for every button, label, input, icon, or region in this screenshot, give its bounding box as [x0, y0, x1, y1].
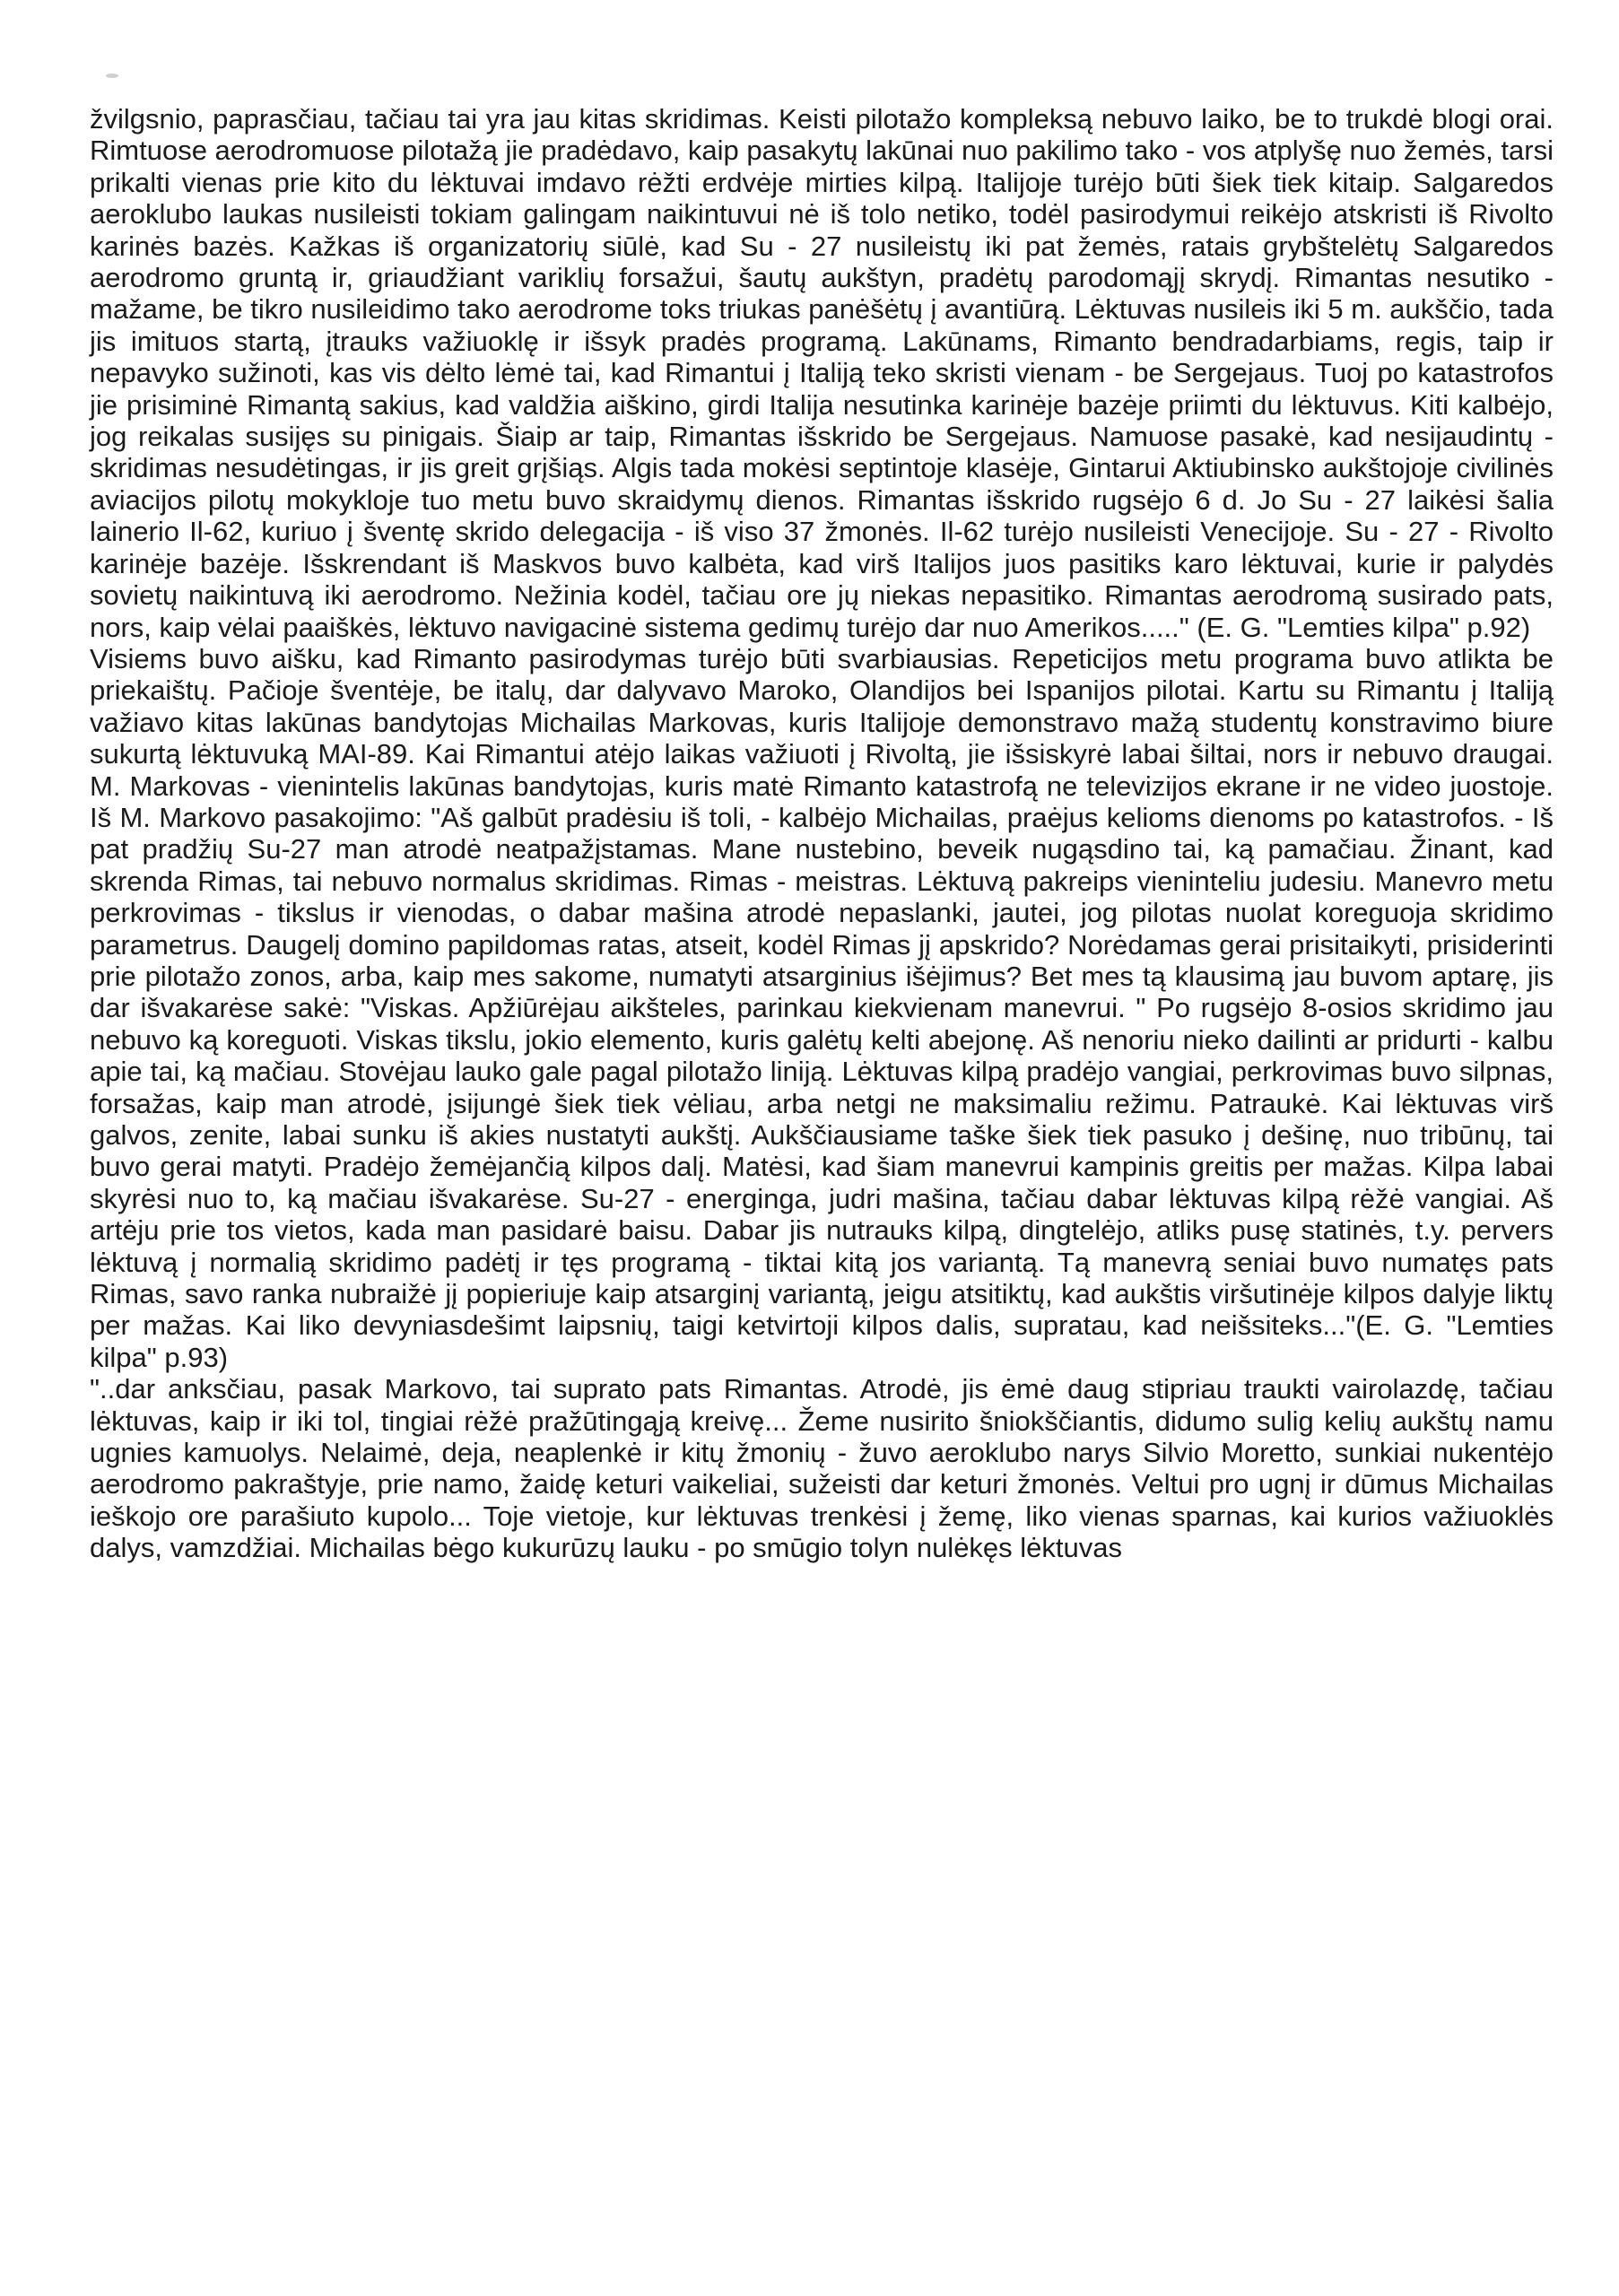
paragraph-1: žvilgsnio, paprasčiau, tačiau tai yra jau kitas skridimas. Keisti pilotažo kompleksą nebuvo laiko, be to trukdė blogi orai. Rimtuose aerodromuose pilotažą jie pradėdavo, kaip pasakytų lakūnai nuo pakilimo tako - vos atplyšę nuo žemės, tarsi prikalti vienas prie kito du lėktuvai imdavo rėžti erdvėje mirties kilpą. Italijoje turėjo būti šiek tiek kitaip. Salgaredos aeroklubo laukas nusileisti tokiam galingam naikintuvui nė iš tolo netiko, todėl pasirodymui reikėjo atskristi iš Rivolto karinės bazės. Kažkas iš organizatorių siūlė, kad Su - 27 nusileistų iki pat žemės, ratais grybštelėtų Salgaredos aerodromo gruntą ir, griaudžiant variklių forsažui, šautų aukštyn, pradėtų parodomąjį skrydį. Rimantas nesutiko - mažame, be tikro nusileidimo tako aerodrome toks triukas panėšėtų į avantiūrą. Lėktuvas nusileis iki 5 m. aukščio, tada jis imituos startą, įtrauks važiuoklę ir išsyk pradės programą. Lakūnams, Rimanto bendradarbiams, regis, taip ir nepavyko sužinoti, kas vis dėlto lėmė tai, kad Rimantui į Italiją teko skristi vienam - be Sergejaus. Tuoj po katastrofos jie prisiminė Rimantą sakius, kad valdžia aiškino, girdi Italija nesutinka karinėje bazėje priimti du lėktuvus. Kiti kalbėjo, jog reikalas susijęs su pinigais. Šiaip ar taip, Rimantas išskrido be Sergejaus. Namuose pasakė, kad nesijaudintų - skridimas nesudėtingas, ir jis greit grįšiąs. Algis tada mokėsi septintoje klasėje, Gintarui Aktiubinsko aukštojoje civilinės aviacijos pilotų mokykloje tuo metu buvo skraidymų dienos. Rimantas išskrido rugsėjo 6 d. Jo Su - 27 laikėsi šalia lainerio Il-62, kuriuo į šventę skrido delegacija - iš viso 37 žmonės. Il-62 turėjo nusileisti Venecijoje. Su - 27 - Rivolto karinėje bazėje. Išskrendant iš Maskvos buvo kalbėta, kad virš Italijos juos pasitiks karo lėktuvai, kurie ir palydės sovietų naikintuvą iki aerodromo. Nežinia kodėl, tačiau ore jų niekas nepasitiko. Rimantas aerodromą susirado pats, nors, kaip vėlai paaiškės, lėktuvo navigacinė sistema gedimų turėjo dar nuo Amerikos....." (E. G. "Lemties kilpa" p.92): [90, 103, 1554, 643]
paragraph-2: Visiems buvo aišku, kad Rimanto pasirodymas turėjo būti svarbiausias. Repeticijos metu programa buvo atlikta be priekaištų. Pačioje šventėje, be italų, dar dalyvavo Maroko, Olandijos bei Ispanijos pilotai. Kartu su Rimantu į Italiją važiavo kitas lakūnas bandytojas Michailas Markovas, kuris Italijoje demonstravo mažą studentų konstravimo biure sukurtą lėktuvuką MAI-89. Kai Rimantui atėjo laikas važiuoti į Rivoltą, jie išsiskyrė labai šiltai, nors ir nebuvo draugai. M. Markovas - vienintelis lakūnas bandytojas, kuris matė Rimanto katastrofą ne televizijos ekrane ir ne video juostoje. Iš M. Markovo pasakojimo: "Aš galbūt pradėsiu iš toli, - kalbėjo Michailas, praėjus kelioms dienoms po katastrofos. - Iš pat pradžių Su-27 man atrodė neatpažįstamas. Mane nustebino, beveik nugąsdino tai, ką pamačiau. Žinant, kad skrenda Rimas, tai nebuvo normalus skridimas. Rimas - meistras. Lėktuvą pakreips vieninteliu judesiu. Manevro metu perkrovimas - tikslus ir vienodas, o dabar mašina atrodė nepaslanki, jautei, jog pilotas nuolat koreguoja skridimo parametrus. Daugelį domino papildomas ratas, atseit, kodėl Rimas jį apskrido? Norėdamas gerai prisitaikyti, prisiderinti prie pilotažo zonos, arba, kaip mes sakome, numatyti atsarginius išėjimus? Bet mes tą klausimą jau buvom aptarę, jis dar išvakarėse sakė: "Viskas. Apžiūrėjau aikšteles, parinkau kiekvienam manevrui. " Po rugsėjo 8-osios skridimo jau nebuvo ką koreguoti. Viskas tikslu, jokio elemento, kuris galėtų kelti abejonę. Aš nenoriu nieko dailinti ar pridurti - kalbu apie tai, ką mačiau. Stovėjau lauko gale pagal pilotažo liniją. Lėktuvas kilpą pradėjo vangiai, perkrovimas buvo silpnas, forsažas, kaip man atrodė, įsijungė šiek tiek vėliau, arba netgi ne maksimaliu režimu. Patraukė. Kai lėktuvas virš galvos, zenite, labai sunku iš akies nustatyti aukštį. Aukščiausiame taške šiek tiek pasuko į dešinę, nuo tribūnų, tai buvo gerai matyti. Pradėjo žemėjančią kilpos dalį. Matėsi, kad šiam manevrui kampinis greitis per mažas. Kilpa labai skyrėsi nuo to, ką mačiau išvakarėse. Su-27 - energinga, judri mašina, tačiau dabar lėktuvas kilpą rėžė vangiai. Aš artėju prie tos vietos, kada man pasidarė baisu. Dabar jis nutrauks kilpą, dingtelėjo, atliks pusę statinės, t.y. pervers lėktuvą į normalią skridimo padėtį ir tęs programą - tiktai kitą jos variantą. Tą manevrą seniai buvo numatęs pats Rimas, savo ranka nubraižė jį popieriuje kaip atsarginį variantą, jeigu atsitiktų, kad aukštis viršutinėje kilpos dalyje liktų per mažas. Kai liko devyniasdešimt laipsnių, taigi ketvirtoji kilpos dalis, supratau, kad neišsiteks..."(E. G. "Lemties kilpa" p.93): [90, 642, 1554, 1373]
paragraph-3: "..dar anksčiau, pasak Markovo, tai suprato pats Rimantas. Atrodė, jis ėmė daug stipriau traukti vairolazdę, tačiau lėktuvas, kaip ir iki tol, tingiai rėžė pražūtingąją kreivę... Žeme nusirito šniokščiantis, didumo sulig kelių aukštų namu ugnies kamuolys. Nelaimė, deja, neaplenkė ir kitų žmonių - žuvo aeroklubo narys Silvio Moretto, sunkiai nukentėjo aerodromo pakraštyje, prie namo, žaidę keturi vaikeliai, sužeisti dar keturi žmonės. Veltui pro ugnį ir dūmus Michailas ieškojo ore parašiuto kupolo... Toje vietoje, kur lėktuvas trenkėsi į žemę, liko vienas sparnas, kai kurios važiuoklės dalys, vamzdžiai. Michailas bėgo kukurūzų lauku - po smūgio tolyn nulėkęs lėktuvas: [90, 1373, 1554, 1564]
document-page: [90, 103, 1554, 1564]
scan-speck: [106, 74, 118, 78]
